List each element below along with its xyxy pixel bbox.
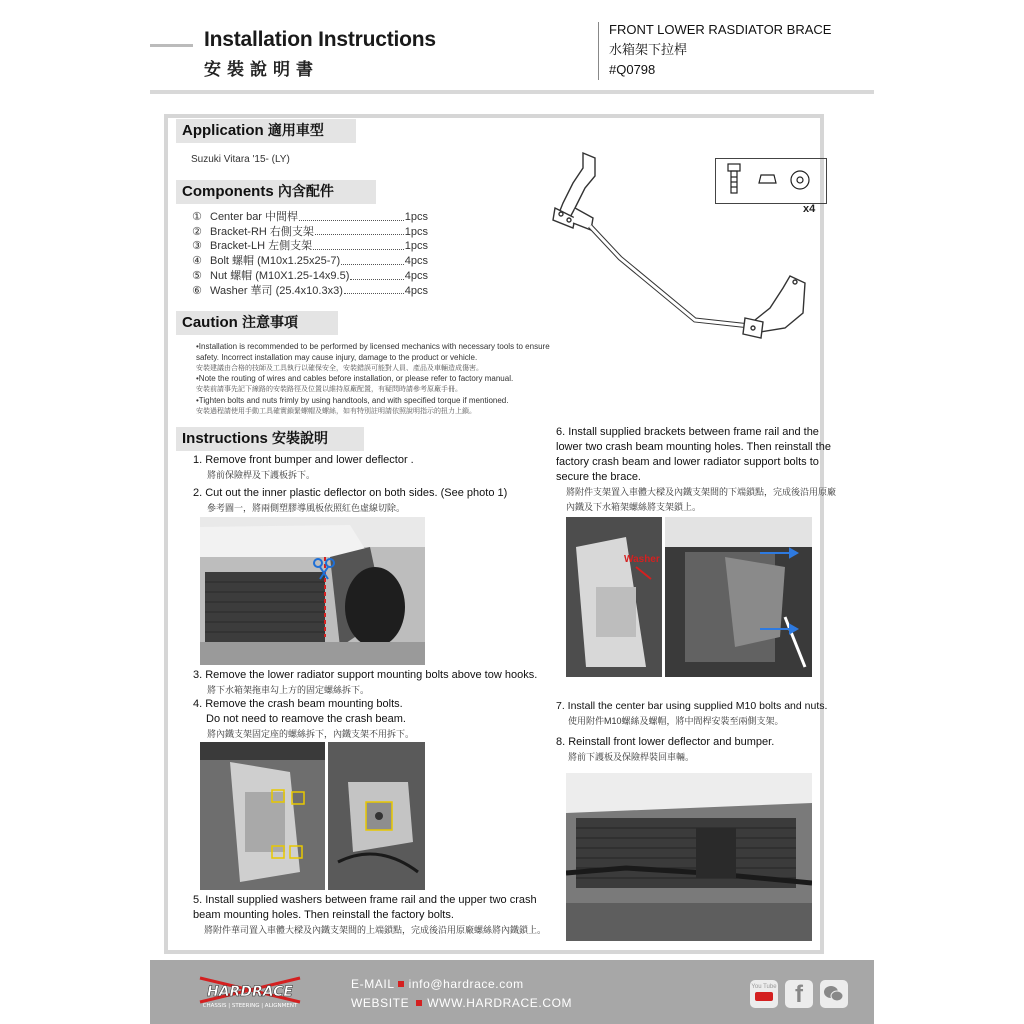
step-1: 1. Remove front bumper and lower deflector . 將前保險桿及下護板拆下。 — [193, 454, 414, 480]
product-name-zh: 水箱架下拉桿 — [609, 42, 688, 57]
email-line: E-MAIL info@hardrace.com — [351, 977, 524, 991]
hardrace-logo — [180, 972, 320, 1010]
vehicle-fitment: Suzuki Vitara '15- (LY) — [191, 154, 290, 165]
page-title-zh: 安裝說明書 — [204, 60, 319, 80]
website-line: WEBSITE WWW.HARDRACE.COM — [351, 996, 573, 1010]
website-link[interactable]: WWW.HARDRACE.COM — [427, 996, 573, 1010]
hardware-qty: x4 — [803, 203, 816, 215]
photo-brackets — [665, 517, 812, 677]
photo-installed-brace — [566, 773, 812, 941]
components-list — [192, 210, 428, 298]
header-bottom-rule — [150, 90, 874, 94]
step-5: 5. Install supplied washers between frame rail and the upper two crash beam mounting holes. Then reinstall the factory bolts. 將附件華司置入車體大樑及內鐵支架間的上端鎖點，完成後沿用原廠螺絲將內鐵鎖上。 — [193, 894, 547, 935]
step-2: 2. Cut out the inner plastic deflector on both sides. (See photo 1) 參考圖一，將兩側塑膠導風板依照紅色虛線切除。 — [193, 487, 508, 513]
component-item: ④ Bolt 螺帽 (M10x1.25x25-7) 4pcs — [192, 255, 428, 268]
instructions-heading: Instructions 安裝說明 — [176, 427, 364, 451]
washer-label: Washer — [624, 554, 660, 565]
svg-text:HARDRACE: HARDRACE — [207, 984, 293, 1000]
photo-cut-deflector — [200, 517, 425, 665]
step-3: 3. Remove the lower radiator support mounting bolts above tow hooks. 將下水箱架拖車勾上方的固定螺絲拆下。 — [193, 669, 538, 695]
wechat-icon[interactable] — [820, 980, 848, 1008]
components-heading: Components 內含配件 — [176, 180, 376, 204]
caution-heading: Caution 注意事項 — [176, 311, 338, 335]
component-item: ② Bracket-RH 右側支架 1pcs — [192, 225, 428, 238]
contact-info — [351, 975, 572, 1013]
header-rule — [150, 44, 193, 47]
product-name-en: FRONT LOWER RASDIATOR BRACE — [609, 22, 832, 37]
step-7: 7. Install the center bar using supplied M10 bolts and nuts. 使用附件M10螺絲及螺帽，將中間桿安裝至兩側支架。 — [556, 700, 828, 726]
step-8: 8. Reinstall front lower deflector and bumper. 將前下護板及保險桿裝回車輛。 — [556, 736, 775, 762]
facebook-icon[interactable]: f — [785, 980, 813, 1008]
caution-text: •Installation is recommended to be performed by licensed mechanics with necessary tools to ensure safety. Incorrect installation may cause injury, damage to the product or vehicle. 安裝建議由合格的技師及工具執行以確保安全，安裝錯誤可能對人員、產品及車輛造成傷害。 •Note the routing of wires and cables before installation, or please refer to factory manual. 安裝前請事先記下線路的安裝路徑及位置以維持原廠配置，有疑問時請參考原廠手冊。 •Tighten bolts and nuts frimly by using handtools, and with specified torque if mentioned. 安裝過程請使用手動工具確實鎖緊螺帽及螺絲，如有特別註明請依照說明指示的扭力上鎖。 — [196, 342, 550, 415]
photo-crash-beam-left — [200, 742, 325, 890]
youtube-icon[interactable]: You Tube — [750, 980, 778, 1008]
application-heading: Application 適用車型 — [176, 119, 356, 143]
page-title: Installation Instructions — [204, 28, 436, 51]
email-link[interactable]: info@hardrace.com — [408, 977, 524, 991]
part-number: #Q0798 — [609, 62, 656, 77]
component-item: ⑥ Washer 華司 (25.4x10.3x3) 4pcs — [192, 284, 428, 297]
component-item: ① Center bar 中間桿 1pcs — [192, 211, 428, 223]
photo-crash-beam-right — [328, 742, 425, 890]
step-6: 6. Install supplied brackets between frame rail and the lower two crash beam mounting holes. Then reinstall the factory crash beam and lower radiator support bolts to secure the brace. 將附件支架置入車體大樑及內鐵支架間的下端鎖點，完成後沿用原廠內鐵及下水箱架螺絲將支架鎖上。 — [556, 426, 837, 512]
photo-washer — [566, 517, 662, 677]
header-divider — [598, 22, 599, 80]
product-info — [609, 20, 831, 80]
component-item: ⑤ Nut 螺帽 (M10X1.25-14x9.5) 4pcs — [192, 269, 428, 282]
hardware-icons — [716, 159, 826, 203]
svg-text:CHASSIS | STEERING | ALIGNMENT: CHASSIS | STEERING | ALIGNMENT — [202, 1003, 298, 1009]
step-4: 4. Remove the crash beam mounting bolts. Do not need to reamove the crash beam. 將內鐵支架固定座的螺絲拆下，內鐵支架不用拆下。 — [193, 698, 415, 739]
component-item: ③ Bracket-LH 左側支架 1pcs — [192, 240, 428, 253]
hardware-box — [715, 158, 827, 204]
